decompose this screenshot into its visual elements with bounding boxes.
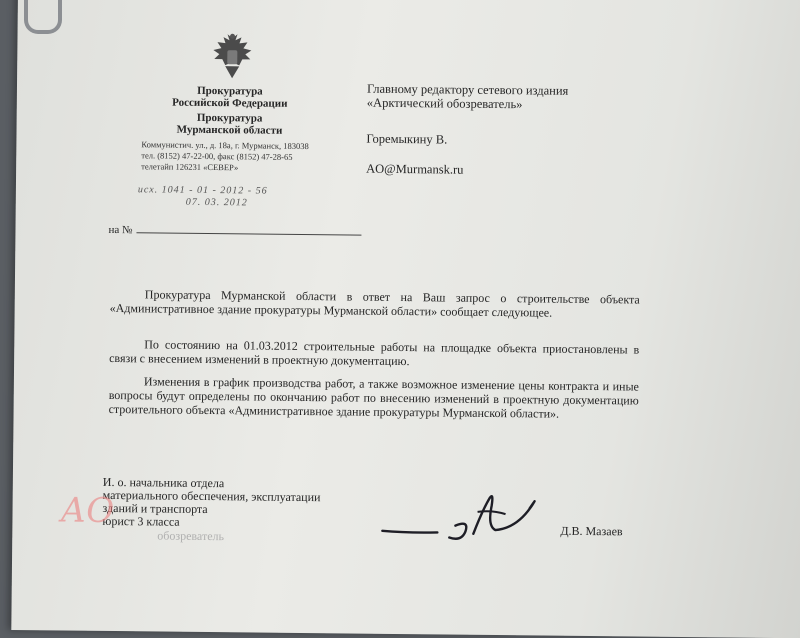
outgoing-number: исх. 1041 - 01 - 2012 - 56 xyxy=(137,184,268,197)
handwritten-signature-icon xyxy=(377,489,548,551)
watermark-logo: АО xyxy=(60,490,115,532)
address-line: Коммунистич. ул., д. 18а, г. Мурманск, 183038 xyxy=(141,139,309,152)
recipient-email: AO@Murmansk.ru xyxy=(366,161,464,177)
paper-clip-icon xyxy=(24,0,62,34)
signatory-line: материального обеспечения, эксплуатации xyxy=(102,487,321,505)
teletype-line: телетайп 126231 «СЕВЕР» xyxy=(141,161,239,173)
blank-line xyxy=(136,232,361,235)
signatory-line: И. о. начальника отдела xyxy=(102,474,225,491)
recipient-name: Горемыкину В. xyxy=(366,131,448,147)
reference-number-label: на № xyxy=(108,223,133,237)
issuer-line: Мурманской области xyxy=(176,123,283,137)
signatory-name: Д.В. Мазаев xyxy=(560,523,623,539)
issuer-line: Прокуратура xyxy=(196,111,263,125)
body-paragraph: По состоянию на 01.03.2012 строительные работы на площадке объекта приостановлены в связи с внесением изменений в проектную документацию. xyxy=(109,337,640,369)
phone-line: тел. (8152) 47-22-00, факс (8152) 47-28-65 xyxy=(141,150,293,162)
signatory-line: зданий и транспорта xyxy=(102,500,208,517)
body-paragraph: Изменения в график производства работ, а также возможное изменение цены контракта и иные вопросы будут определены по окончанию работ по внесению изменений в проектную документацию строительного объекта «Административное здание прокуратуры Мурманской области». xyxy=(108,374,639,421)
outgoing-date: 07. 03. 2012 xyxy=(185,196,248,209)
reference-number-field xyxy=(108,224,361,239)
signatory-line: юрист 3 класса xyxy=(102,513,180,529)
issuer-line: Российской Федерации xyxy=(172,96,288,110)
watermark-text: обозреватель xyxy=(157,528,225,544)
document-page xyxy=(11,0,800,638)
issuer-name xyxy=(135,84,325,110)
handwritten-reference xyxy=(138,184,268,209)
issuer-line: Прокуратура xyxy=(197,84,263,98)
issuer-address xyxy=(141,139,351,174)
recipient-publication: «Арктический обозреватель» xyxy=(366,95,523,112)
issuer-regional-name xyxy=(134,111,324,137)
signatory-position xyxy=(102,476,320,530)
body-paragraph: Прокуратура Мурманской области в ответ на Ваш запрос о строительстве объекта «Административное здание прокуратуры Мурманской области» сообщает следующее. xyxy=(109,287,640,320)
recipient-title: Главному редактору сетевого издания xyxy=(366,81,569,98)
double-headed-eagle-emblem-icon xyxy=(205,32,260,83)
